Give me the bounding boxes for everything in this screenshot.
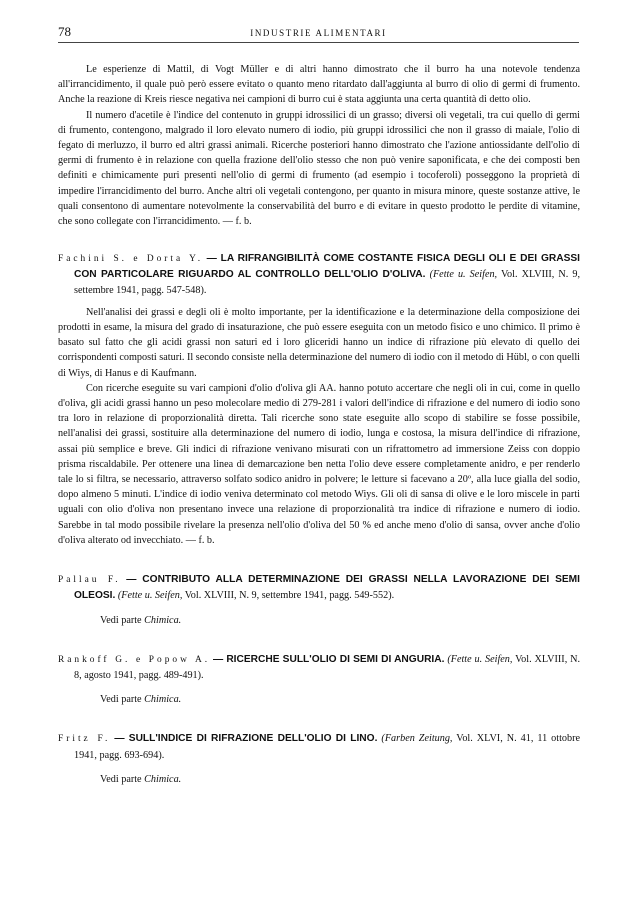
citation-details: Vol. XLVIII, N. 9, settembre 1941, pagg. 547-548). [74, 269, 580, 296]
see-also-note [100, 692, 580, 707]
page-header [58, 24, 579, 43]
abstract-entry [58, 572, 580, 628]
citation-journal: (Fette u. Seifen, [447, 653, 513, 665]
entry-body [58, 305, 580, 548]
see-also-section: Chimica. [144, 614, 182, 626]
citation-journal: (Farben Zeitung, [381, 733, 453, 745]
see-also-section: Chimica. [144, 773, 182, 785]
citation-details: Vol. XLVI, N. 41, 11 ottobre 1941, pagg. 693-694). [74, 733, 581, 761]
intro-paragraph: Le esperienze di Mattil, di Vogt Müller e di altri hanno dimostrato che il burro ha una notevole tendenza all'irrancidimento, il quale può però essere evitato o quanto meno ritardato dall'aggiunta al burro di olio di germi di frumento. Anche la reazione di Kreis riesce negativa nei campioni di burro cui è stata aggiunta una certa quantità di detto olio. [58, 64, 580, 106]
see-also-text: Vedi parte [100, 614, 142, 626]
entry-title: — RICERCHE SULL'OLIO DI SEMI DI ANGURIA. [212, 653, 445, 665]
entry-title: — SULL'INDICE DI RIFRAZIONE DELL'OLIO DI LINO. [114, 733, 378, 745]
entry-heading [58, 652, 580, 683]
see-also-note [100, 613, 580, 628]
entry-authors: Pallau F. [58, 575, 121, 586]
page-content [58, 62, 580, 787]
citation-details: Vol. XLVIII, N. 9, settembre 1941, pagg. 549-552). [184, 590, 395, 602]
see-also-section: Chimica. [144, 694, 182, 706]
entry-paragraph: Nell'analisi dei grassi e degli oli è molto importante, per la identificazione e la determinazione della composizione dei prodotti in esame, la misura del grado di insaturazione, che può essere eseguita con un metodo fisico e uno chimico. Il primo è basato sul fatto che gli acidi grassi non saturi ed i loro gliceridi hanno un indice di rifrazione più elevato di quello dei corrispondenti composti saturi. Il secondo consiste nella determinazione del numero di iodio con il metodo di Hübl, o con quelli di Wiys, di Hanus e di Kaufmann. [58, 306, 580, 379]
abstract-entry [58, 251, 580, 548]
entry-heading [58, 731, 580, 762]
entry-authors: Fachini S. e Dorta Y. [58, 254, 204, 265]
citation-journal: (Fette u. Seifen, [429, 269, 498, 281]
abstract-entry [58, 731, 580, 787]
citation-journal: (Fette u. Seifen, [117, 590, 183, 602]
entry-title: — LA RIFRANGIBILITÀ COME COSTANTE FISICA DEGLI OLI E DEI GRASSI CON PARTICOLARE RIGUARDO AL CONTROLLO DELL'OLIO D'OLIVA. [74, 253, 581, 281]
intro-section [58, 62, 580, 229]
entry-title: — CONTRIBUTO ALLA DETERMINAZIONE DEI GRASSI NELLA LAVORAZIONE DEI SEMI OLEOSI. [74, 574, 581, 602]
entry-heading [58, 251, 580, 298]
citation-details: Vol. XLVIII, N. 8, agosto 1941, pagg. 489-491). [74, 653, 581, 681]
entry-authors: Fritz F. [58, 734, 111, 745]
see-also-note [100, 772, 580, 787]
see-also-text: Vedi parte [100, 694, 142, 706]
entry-heading [58, 572, 580, 603]
entry-authors: Rankoff G. e Popow A. [58, 654, 211, 665]
running-title: INDUSTRIE ALIMENTARI [250, 28, 387, 38]
page-number: 78 [58, 24, 71, 39]
see-also-text: Vedi parte [100, 773, 142, 785]
abstract-entry [58, 652, 580, 708]
intro-paragraph: Il numero d'acetile è l'indice del contenuto in gruppi idrossilici di un grasso; diversi oli vegetali, tra cui quello di germi di frumento, contengono, malgrado il loro elevato numero di iodio, più gruppi idrossilici che non il grasso di maiale, l'olio di fegato di merluzzo, il burro ed altri grassi animali. Ricerche posteriori hanno dimostrato che l'azione antiossidante dell'olio di germi di frumento è in relazione con quella frazione dell'olio stesso che non può venire saponificata, e che dei composti ben definiti e chimicamente puri presenti nell'olio di germi di frumento (ad esempio i tocoferoli) posseggono la proprietà di impedire l'irrancidimento del burro. Anche altri oli vegetali contengono, per quanto in misura minore, queste sostanze attive, le quali consentono di aumentare notevolmente la conservabilità del burro e di evitare in questo prodotto le perdite di vitamine, che sono collegate con l'irrancidimento. — f. b. [58, 109, 580, 228]
entry-paragraph: Con ricerche eseguite su vari campioni d'olio d'oliva gli AA. hanno potuto accertare che negli oli in cui, come in quello d'oliva, gli acidi grassi hanno un peso molecolare medio di 279-281 i valori dell'indice di rifrazione e del numero di iodio sono tra loro in relazione di proporzionalità diretta. Tali ricerche sono state eseguite allo scopo di stabilire se fosse possibile, nell'analisi dei grassi, sostituire alla determinazione del numero di iodio, lunga e costosa, la misura dell'indice di rifrazione, assai più semplice e breve. Gli indici di rifrazione venivano misurati con un rifrattometro ad immersione Zeiss con doppio prisma riscaldabile. Per ottenere una linea di demarcazione ben netta l'olio deve essere completamente anidro, e per renderlo tale lo si filtra, se necessario, attraverso solfato sodico anidro in polvere; le letture si facevano a 20º, alla luce gialla del sodio, dopo almeno 5 minuti. L'indice di iodio veniva determinato col metodo Wiys. Gli oli di sansa di olive e le loro miscele in parti uguali con olio d'oliva non presentano invece una relazione di proporzionalità tra indice di rifrazione e numero di iodio. Sarebbe in tal modo possibile rivelare la presenza nell'olio d'oliva del 50 % ed anche meno d'olio di sansa, ovver anche d'olio d'oliva alterato od invecchiato. — f. b. [58, 382, 580, 546]
